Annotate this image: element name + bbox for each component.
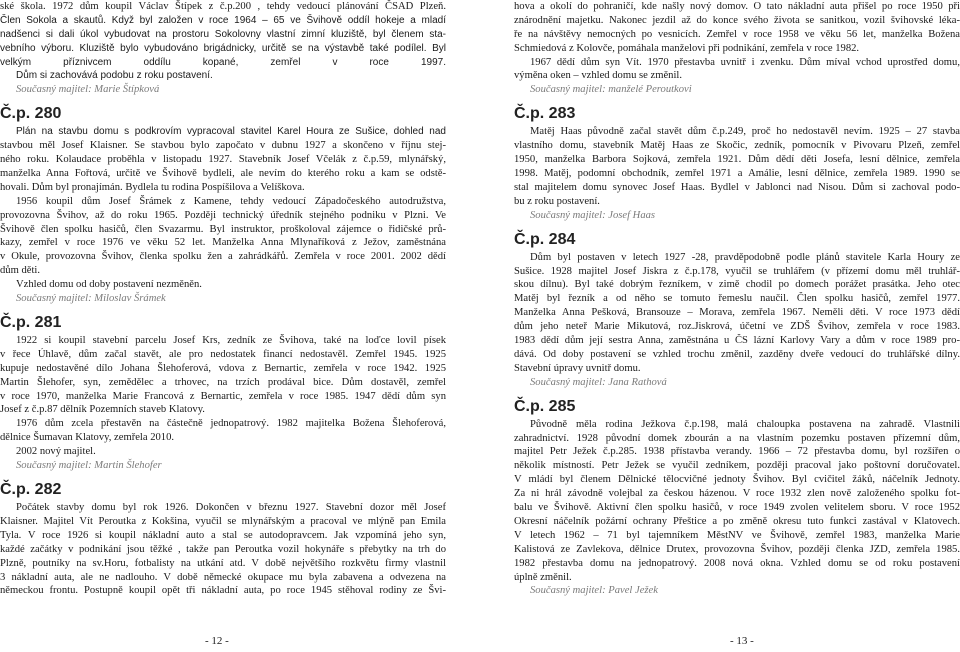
text-line: úplně změnil. <box>514 571 572 583</box>
text-line: Dům si zachovává podobu z roku postavení. <box>16 70 213 82</box>
house-number-heading: Č.p. 283 <box>514 105 576 123</box>
current-owner: Současný majitel: Martin Šlehofer <box>16 460 162 472</box>
text-line: Plzně, poutníky na sv.Horu, fotbalisty na utkání atd. V době největšího rozkvětu firmy vlastnil <box>0 557 446 569</box>
text-line: 1976 dům zcela přestavěn na částečně jednopatrový. 1982 majitelka Božena Šlehoferová, <box>16 418 446 430</box>
text-line: stavbou měl Josef Klaisner. Se stavbou bylo započato v dubnu 1927 a skončeno v říjnu stej- <box>0 140 446 152</box>
text-line: 2002 nový majitel. <box>16 446 96 458</box>
text-line: Schmiedová z Kolovče, pomáhala manželovi při podnikání, zemřela v roce 1982. <box>514 42 860 54</box>
text-line: každé začátky v podnikání jsou těžké , takže pan Peroutka vozil hokynáře s přebytky na trh do <box>0 543 446 555</box>
current-owner: Současný majitel: Marie Štípková <box>16 84 160 96</box>
text-line: v Okule, provozovna Švihov, členka spolku žen a zahrádkářů. Zemřela v roce 2001. 2002 dědí <box>0 251 446 263</box>
house-number-heading: Č.p. 284 <box>514 230 576 248</box>
text-line: Dům byl postaven v letech 1927 -28, pravděpodobně podle plánů stavitele Karla Houry ze <box>530 251 960 263</box>
text-line: Švihově člen spolku hasičů, člen Svazarmu. Byl instruktor, proškoloval zájemce o řidičské prů- <box>0 223 446 235</box>
text-line: 1922 si koupil stavební parcelu Josef Krs, zedník ze Švihova, také na loďce lovil písek <box>16 335 446 347</box>
text-line: 1982 přestavba domu na jednopatrový. 2008 nová okna. Vzhled domu se od roku postavení <box>514 557 960 569</box>
text-line: 3 nákladní auta, ale ne nadlouho. V době německé okupace mu byla zabavena a odvezena na <box>0 571 446 583</box>
page-number-left: - 12 - <box>205 635 229 647</box>
text-line: 1967 dědí dům syn Vít. 1970 přestavba uvnitř i zvenku. Dům míval vchod uprostřed domu, <box>530 56 960 68</box>
text-line: ské škola. 1972 dům koupil Václav Štípek z č.p.200 , tehdy vedoucí plánování ČSAD Plzeň. <box>0 1 446 12</box>
current-owner: Současný majitel: Jana Rathová <box>530 376 667 388</box>
text-line: kazy, zemřel v roce 1976 ve věku 52 let. Manželka Anna Mlynaříková z Ježov, zaměstnána <box>0 237 446 249</box>
current-owner: Současný majitel: manželé Peroutkovi <box>530 84 692 96</box>
current-owner: Současný majitel: Pavel Ježek <box>530 585 658 597</box>
text-line: V letech 1962 – 71 byl tajemníkem MěstNV ve Švihově, zemřel 1983, manželka Marie <box>514 529 960 541</box>
text-line: 1983 dědí dům její sestra Anna, zaměstnána u ČS lázní Karlovy Vary a dům v roce 1989 pro- <box>514 335 960 347</box>
text-line: majitel Petr Ježek č.p.285. 1938 přístavba verandy. 1966 – 72 přestavba domu, byl rozšířen o <box>514 446 960 458</box>
text-line: zahradnictví. 1928 původní domek zbourán a na vlastním pozemku postaven přízemní dům, <box>514 432 960 444</box>
text-line: v řece Úhlavě, dům začal stavět, ale pro nedostatek financí nedostavěl. Zemřel 1945. 1925 <box>0 348 446 360</box>
text-line: hova a okolí do pohraničí, kde našly nový domov. O tato nákladní auta přišel po roce 1950 při <box>514 1 960 12</box>
text-line: Člen Sokola a skautů. Když byl založen v roce 1964 – 65 ve Švihově oddíl hokeje a mladí <box>0 14 446 26</box>
page-number-right: - 13 - <box>730 635 754 647</box>
text-line: dům jeho neteř Marie Mikutová, roz.Jiskrová, účetní ve ZDŠ Švihov, zemřela v roce 1983. <box>514 321 960 333</box>
text-line: Matěj Haas původně začal stavět dům č.p.249, proč ho nedostavěl nevím. 1925 – 27 stavba <box>530 126 960 138</box>
text-line: dělnice Šumavan Klatovy, zemřela 2010. <box>0 432 175 444</box>
text-line: kupuje nedostavěné dílo Johana Šlehoferová, vdova z Bernartic, zemřela v roce 1942. 1925 <box>0 362 446 374</box>
text-line: skou dílnu). Byl také dobrým řezníkem, v zimě chodil po domech porážet prasátka. Jeho otec <box>514 279 960 291</box>
text-line: dává. Od doby postavení se vzhled trochu změnil, zazděny dveře vedoucí do truhlářské dílny. <box>514 348 960 360</box>
text-line: Vzhled domu od doby postavení nezměněn. <box>16 279 202 291</box>
text-line: vebního výboru. Kluziště bylo vybudováno brigádnicky, určitě se na výstavbě také podílel. Byl <box>0 42 446 54</box>
text-line: Martin Šlehofer, syn, zemědělec a trhovec, na trzích prodával bice. Dům dostavěl, zemřel <box>0 376 446 388</box>
text-line: Josef z č.p.87 dělník Pozemních staveb Klatovy. <box>0 404 205 416</box>
text-line: Tyla. V roce 1926 si koupil nákladní auto a stal se autodopravcem. Jak vzpomíná jeho syn, <box>0 529 446 541</box>
text-line: balu ve Švihově. Aktivní člen spolku hasičů, v roce 1949 zvolen velitelem sboru. V roce 1952 <box>514 502 960 514</box>
house-number-heading: Č.p. 281 <box>0 314 62 332</box>
text-line: stal majitelem domu synovec Josef Haas. Bydlel v Jablonci nad Nisou. Dům si zachoval podo- <box>514 181 960 193</box>
text-line: vlastního domu, stavebník Matěj Haas ze Skočic, zedník, pomocník v Pivovaru Plzeň, zemřel <box>514 140 960 152</box>
house-number-heading: Č.p. 285 <box>514 397 576 415</box>
text-line: Manželka Anna Pešková, Bransouze – Morava, zemřela 1967. Neměli děti. V roce 1973 dědí <box>514 307 960 319</box>
text-line: německou frontu. Postupně koupil opět tři nákladní auta, po roce 1945 stěhoval rodiny ze Švi- <box>0 585 446 597</box>
text-line: v roce 1970, manželka Marie Francová z Bernartic, zemřela v roce 1985. 1947 dědí dům syn <box>0 390 446 402</box>
text-line: nadšenci si dali úkol vybudovat na prostoru Sokolovny vlastní zimní kluziště, byl členem sta- <box>0 28 446 40</box>
text-line: znárodnění majetku. Nakonec jezdil až do konce svého života se sanitkou, vozil švihovské léka- <box>514 14 960 26</box>
current-owner: Současný majitel: Josef Haas <box>530 209 656 221</box>
text-line: Matěj byl řezník a od něho se tomuto řemeslu naučil. Člen spolku hasičů, zemřel 1977. <box>514 293 960 305</box>
text-line: Klaisner. Majitel Vít Peroutka z Kokšina, vyučil se mlynářským a pracoval ve mlýně pan Emila <box>0 515 446 527</box>
text-line: 1956 koupil dům Josef Šrámek z Kamene, tehdy vedoucí Západočeského autodružstva, <box>16 195 446 207</box>
text-line: Stavební úpravy uvnitř domu. <box>514 362 641 374</box>
text-line: ře na návštěvy nemocných po vesnicích. Zemřel v roce 1958 ve věku 56 let, manželka Božena <box>514 28 960 40</box>
text-line: výměna oken – vzhled domu se změnil. <box>514 70 682 82</box>
text-line: Za ni hrál závodně volejbal za českou házenou. V roce 1932 zlen nově založeného spolku fot- <box>514 488 960 500</box>
text-line: V mládí byl členem Dělnické tělocvičné jednoty Švihov. Byl cvičitel žáků, náčelník Jednoty. <box>514 474 960 486</box>
text-line: dům děti. <box>0 265 41 277</box>
left-column <box>0 0 446 652</box>
house-number-heading: Č.p. 280 <box>0 105 62 123</box>
text-line: Plán na stavbu domu s podkrovím vypracoval stavitel Karel Houra ze Sušice, dohled nad <box>16 126 446 138</box>
current-owner: Současný majitel: Miloslav Šrámek <box>16 293 166 305</box>
text-line: hovali. Dům byl pronajímán. Bydlela tu rodina Pospíšilova a Velíškova. <box>0 181 305 193</box>
house-number-heading: Č.p. 282 <box>0 481 62 499</box>
text-line: Kalistová ze Zavlekova, dělnice Drutex, provozovna Švihov, později členka JZD, zemřela 1985. <box>514 543 960 555</box>
text-line: velkým příznivcem oddílu kopané, zemřel v roce 1997. <box>0 56 446 68</box>
text-line: bu z roku postavení. <box>514 195 600 207</box>
text-line: Počátek stavby domu byl rok 1926. Dokončen v březnu 1927. Stavební dozor měl Josef <box>16 502 446 514</box>
text-line: manželka Anna Fořtová, určitě ve Švihově bydleli, ale nevím do kterého roku a kam se odstě- <box>0 168 446 180</box>
text-line: 1950, manželka Barbora Sojková, zemřela 1921. Dům dědí děti Josefa, lesní dělnice, zemřela <box>514 154 960 166</box>
text-line: provozovna Švihov, až do roku 1965. Později technický úředník stejného podniku v Plzni. Ve <box>0 209 446 221</box>
text-line: několik místností. Petr Ježek se vyučil zedníkem, později pracoval jako poštovní doručovatel. <box>514 460 960 472</box>
right-column <box>514 0 960 652</box>
text-line: ného roku. Kolaudace proběhla v listopadu 1927. Stavebník Josef Včelák z č.p.59, mlynářský, <box>0 154 446 166</box>
text-line: Okresní náčelník požární ochrany Přeštice a po změně okresu tuto funkci zastával v Klatovech. <box>514 515 960 527</box>
text-line: Sušice. 1928 majitel Josef Jiskra z č.p.178, vyučil se truhlářem (v přízemí domu měl truhlář- <box>514 265 960 277</box>
text-line: 1998. Matěj, podomní obchodník, zemřel 1971 a Amálie, lesní dělnice, zemřela 1989. 1990 se <box>514 168 960 180</box>
text-line: Původně měla rodina Ježkova č.p.198, malá chaloupka postavena na zahradě. Vlastnili <box>530 418 960 430</box>
